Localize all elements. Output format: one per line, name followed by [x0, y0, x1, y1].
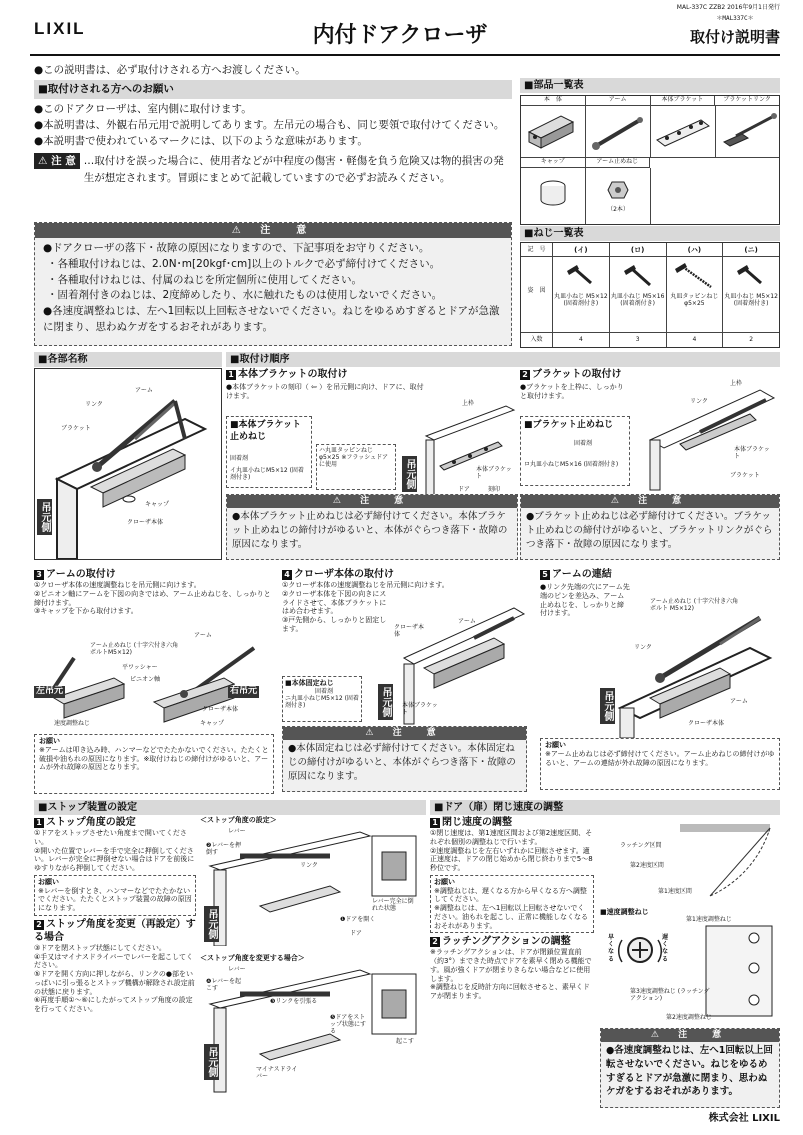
step-2 — [520, 368, 780, 563]
speed-t1 — [430, 816, 594, 829]
speed-heading: ■ドア（扉）閉じ速度の調整 — [430, 800, 780, 815]
stop-p: ⑥再度手順①〜⑥にしたがってストップ角度の設定を行ってください。 — [34, 996, 193, 1013]
s5-label: アーム — [730, 698, 748, 705]
right-hinge-tag: 右吊元 — [230, 686, 258, 696]
s1-label: 本体ブラケット — [476, 466, 512, 481]
zone-label: 第1速度区間 — [658, 888, 692, 895]
s2-caution — [520, 494, 780, 560]
stop-label: 起こす — [396, 1038, 415, 1045]
step-3-title-text: アームの取付け — [46, 569, 116, 580]
step-number: 5 — [540, 570, 550, 580]
screws-shape-label: 姿 図 — [521, 257, 553, 332]
arm-image — [586, 106, 651, 157]
slow-label: 遅くなる — [662, 934, 669, 963]
header-rule — [30, 54, 780, 56]
step-number: 3 — [34, 570, 44, 580]
left-hinge-tag: 左吊元 — [36, 686, 64, 696]
stop-label: ❷レバーを押倒す — [206, 842, 241, 857]
screw-code-value: ニ — [747, 246, 755, 254]
screw-cell — [553, 257, 610, 332]
hinge-side-label: 吊元側 — [378, 684, 393, 720]
names-diagram — [34, 368, 222, 560]
stop-t1-text: ストップ角度の設定 — [46, 817, 136, 828]
step-number: 1 — [226, 370, 236, 380]
request-heading: ■取付けされる方へのお願い — [34, 80, 512, 98]
speed-knob — [608, 922, 672, 982]
stop-t2-text: ストップ角度を変更（再設定）する場合 — [34, 918, 196, 943]
s3-label: アーム止めねじ (十字穴付き六角ボルトM5×12) — [90, 642, 179, 657]
s2-label: 本体ブラケット — [734, 446, 770, 461]
hinge-side-label: 吊元側 — [402, 456, 417, 492]
hinge-side-label: 吊元側 — [204, 1044, 219, 1080]
step-3 — [34, 568, 274, 796]
s5-label: リンク — [634, 644, 652, 651]
screw-code-value: イ — [577, 246, 585, 254]
screws-code-label: 記 号 — [521, 243, 553, 256]
step-4-title — [282, 568, 532, 581]
hinge-side-label: 吊元側 — [204, 906, 219, 942]
closer-body-image — [521, 106, 586, 157]
speed-caution — [600, 1028, 780, 1108]
screw-label: 第1速度調整ねじ — [686, 916, 732, 923]
stop-label: ❶ドアを開く — [340, 916, 376, 923]
caution-tag-label: 注 意 — [51, 155, 76, 168]
intro — [34, 62, 512, 186]
screw-code: (ロ) — [610, 243, 667, 256]
s5-text: ●リンク先端の穴にアーム先端のピンを差込み、アーム止めねじを、しっかりと締付けます。 — [540, 583, 630, 618]
stop-fig1 — [200, 826, 426, 946]
caution-icon: ⚠ — [610, 496, 639, 506]
speed-t2-text: ラッチングアクションの調整 — [442, 936, 571, 948]
stop-label: レバー完全に倒れた状態 — [372, 898, 414, 913]
stop-t1 — [34, 816, 196, 829]
stop-fig1-title: ＜ストップ角度の設定＞ — [200, 816, 277, 824]
doc-type: 取付け説明書 — [689, 28, 780, 46]
label-cap: キャップ — [145, 501, 170, 508]
caution-icon: ⚠ — [332, 496, 361, 506]
step-number: 2 — [430, 937, 440, 947]
s4-text: ②クローザ本体を下図の向きにスライドさせて、本体ブラケットにはめ合わせます。 — [282, 589, 387, 616]
s1-box-title: ■本体ブラケット止めねじ — [230, 420, 302, 442]
step-number: 2 — [520, 370, 530, 380]
intro-bullet: ●このドアクローザは、室内側に取付けます。 — [34, 102, 252, 115]
stop-label: ❹レバーを起こす — [206, 978, 241, 993]
stop-label: マイナスドライバー — [256, 1066, 298, 1081]
stop-heading: ■ストップ装置の設定 — [34, 800, 426, 815]
step-5 — [540, 568, 780, 796]
stop-text — [34, 816, 196, 1014]
screw-code-value: ハ — [690, 246, 698, 254]
caution-icon: ⚠ — [231, 225, 261, 236]
doc-code: MAL-337C ZZB2 2016年9月1日発行 — [676, 4, 780, 11]
s2-caution-title — [521, 495, 779, 508]
parts-col: 本体ブラケット — [651, 96, 716, 105]
s1-box-b: イ丸皿小ねじM5×12 (固着剤付き) — [230, 466, 304, 481]
s3-label: ピニオン軸 — [130, 676, 161, 683]
speed-caution-title — [601, 1029, 779, 1042]
s3-text: ③キャップを下から取付けます。 — [34, 607, 138, 616]
stop-p: ①ドアをストップさせたい角度まで開いてください。 — [34, 829, 187, 846]
parts-col: キャップ — [521, 158, 586, 167]
intro-line: ●この説明書は、必ず取付けされる方へお渡しください。 — [34, 64, 306, 76]
stop-p: ②開いた位置でレバーを手で完全に押倒してください。レバーが完全に押倒せない場合はドアを前後にゆすりながら押倒してください。 — [34, 846, 195, 872]
s4-box-b: ニ丸皿小ねじM5×12 (固着剤付き) — [285, 694, 359, 710]
s2-label: リンク — [690, 398, 708, 405]
speed-t1-text: 閉じ速度の調整 — [442, 817, 512, 828]
s1-caution — [226, 494, 518, 560]
screw-code: (ニ) — [744, 246, 758, 254]
caution-title — [35, 223, 511, 238]
arm-screw-qty: （2本） — [607, 206, 629, 213]
s4-text: ③戸先側から、しっかりと固定します。 — [282, 616, 387, 633]
s5-diagram — [610, 598, 780, 738]
label-link: リンク — [85, 401, 103, 408]
caution-line: ●各速度調整ねじは、左へ1回転以上回転させないでください。ねじをゆるめすぎるとドアが急激に閉まり、思わぬケガをするおそれがあります。 — [43, 305, 500, 333]
speed-text — [430, 816, 594, 1001]
parts-col: ブラケットリンク — [723, 96, 771, 103]
s5-note-head: お願い — [545, 741, 566, 749]
caution-icon: ⚠ — [365, 728, 393, 738]
speed-note-text: ※調整ねじは、遅くなる方から早くなる方へ調整してください。 — [434, 886, 587, 904]
stop-note-text: ※レバーを倒すとき、ハンマーなどでたたかないでください。たたくとストップ装置の故障の原因になります。 — [38, 886, 192, 912]
caution-line: ・固着剤付きのねじは、2度締めしたり、水に触れたものは使用しないでください。 — [47, 289, 443, 302]
s4-box-a: 固着剤 — [315, 687, 334, 695]
step-4-title-text: クローザ本体の取付け — [294, 569, 394, 580]
s4-text: ①クローザ本体の速度調整ねじを吊元側に向けます。 — [282, 581, 449, 589]
s5-note-text: ※アーム止めねじは必ず締付けてください。アーム止めねじの締付けがゆるいと、アームの連結が外れ故障の原因になります。 — [545, 749, 775, 767]
s3-label: 平ワッシャー — [122, 664, 158, 671]
speed-note-text: ※調整ねじは、左へ1回転以上回転させないでください。油もれを起こし、正常に機能しなくなるおそれがあります。 — [434, 904, 588, 930]
s4-label: 本体ブラケット — [402, 702, 438, 717]
s4-label: クローザ本体 — [394, 624, 425, 639]
screws-qty-label: 入数 — [521, 333, 553, 347]
screw-qty: 4 — [667, 333, 724, 347]
s5-label: アーム止めねじ (十字穴付き六角ボルト M5×12) — [650, 598, 739, 613]
step-1-text: ●本体ブラケットの刻印（ ⇦ ）を吊元側に向け、ドアに、取付けます。 — [226, 383, 424, 400]
stop-label: ❸リンクを引張る — [270, 998, 318, 1005]
parts-heading: ■部品一覧表 — [520, 78, 780, 93]
step-4 — [282, 568, 532, 796]
stop-note-head: お願い — [38, 877, 59, 886]
s1-box-a: 固着剤 — [230, 455, 249, 463]
step-1-title — [226, 368, 518, 381]
s2-screw-box — [520, 416, 630, 486]
zone-label: 第2速度区間 — [630, 862, 664, 869]
screw-icon — [723, 257, 775, 293]
arm-screw-image — [586, 168, 651, 224]
s3-label: 速度調整ねじ — [54, 720, 91, 727]
s3-label: アーム — [194, 632, 212, 639]
s4-caution-title-label: 注 意 — [392, 728, 444, 738]
speed-p: ②速度調整ねじを左右いずれかに回転させます。適正速度は、ドアの閉じ始めから閉じ終わりまで5〜8秒位です。 — [430, 846, 593, 872]
screw-label: 第2速度調整ねじ — [666, 1014, 712, 1021]
s2-box-title: ■ブラケット止めねじ — [524, 420, 614, 430]
footer-company: 株式会社 LIXIL — [708, 1113, 780, 1124]
speed-note-head: お願い — [434, 877, 455, 886]
screw-label: 第3速度調整ねじ (ラッチングアクション) — [630, 988, 710, 1003]
label-bracket: ブラケット — [61, 425, 91, 432]
intro-bullet: ●本説明書は、外観右吊元用で説明してあります。左吊元の場合も、同じ要領で取付けてください。 — [34, 118, 505, 131]
stop-t2 — [34, 918, 196, 944]
parts-table — [520, 95, 780, 225]
s3-note — [34, 734, 274, 794]
body-bracket-image — [651, 106, 716, 157]
s1-caution-title-label: 注 意 — [360, 496, 412, 506]
speed-t2 — [430, 935, 594, 948]
caution-title-label: 注 意 — [260, 225, 315, 236]
screw-cell — [667, 257, 724, 332]
parts-col: 本 体 — [521, 96, 586, 105]
step-number: 1 — [34, 818, 44, 828]
bracket-link-image — [716, 106, 780, 157]
speed-p: ※調整ねじを反時計方向に回転させると、素早くドアが閉まります。 — [430, 983, 590, 1000]
knob-heading: ■速度調整ねじ — [600, 908, 649, 916]
caution-desc: …取付けを誤った場合に、使用者などが中程度の傷害・軽傷を負う危険又は物的損害の発生が想定されます。冒頭にまとめて記載していますので必ずお読みください。 — [83, 155, 504, 184]
parts-col: アーム — [586, 96, 651, 105]
screws-table — [520, 242, 780, 348]
screw-name: 丸皿小ねじ M5×12 (固着剤付き) — [554, 293, 608, 308]
screw-code: (イ) — [553, 243, 610, 256]
screw-code: (ハ) — [667, 243, 724, 256]
stop-label: リンク — [300, 862, 318, 869]
s4-caution-title — [283, 727, 526, 740]
s1-box-c: ハ丸皿タッピンねじ φ5×25 ※フラッシュドアに使用 — [319, 447, 388, 469]
caution-line: ・各種取付けねじは、2.0N･m[20kgf･cm]以上のトルクで必ず締付けてください。 — [47, 257, 441, 270]
s4-caution-text: ●本体固定ねじは必ず締付けてください。本体固定ねじの締付けがゆるいと、本体がぐらつき落下・故障の原因になります。 — [288, 743, 516, 782]
hinge-side-label: 吊元側 — [37, 499, 52, 535]
s3-label: クローザ本体 — [202, 706, 239, 713]
s1-label: 刻印 — [488, 486, 501, 493]
stop-label: レバー — [228, 966, 246, 973]
doc-type-sub: ＊MAL337C＊ — [716, 15, 754, 22]
s3-text: ①クローザ本体の速度調整ねじを吊元側に向けます。 — [34, 581, 201, 589]
speed-caution-text: ●各速度調整ねじは、左へ1回転以上回転させないでください。ねじをゆるめすぎるとドアが急激に閉まり、思わぬケガをするおそれがあります。 — [606, 1045, 773, 1098]
screw-name: 丸皿小ねじ M5×12 (固着剤付き) — [724, 293, 778, 308]
s4-screw-box — [282, 676, 362, 722]
screw-icon — [553, 257, 605, 293]
screw-qty: 2 — [749, 336, 754, 343]
zone-label: ラッチング区間 — [620, 842, 662, 849]
speed-zone-diagram — [600, 816, 780, 912]
tapping-screw-icon — [667, 257, 719, 293]
screws-heading: ■ねじ一覧表 — [520, 226, 780, 241]
step-1 — [226, 368, 518, 563]
screw-qty: 3 — [610, 333, 667, 347]
speed-p: ※ラッチングアクションは、ドアが閉鎖位置直前（約3°）まできた時点でドアを素早く閉める機能です。風が強くドアが閉まりきらない場合などに使用します。 — [430, 948, 592, 983]
logo: LIXIL — [34, 19, 86, 38]
stop-fig2-title: ＜ストップ角度を変更する場合＞ — [200, 954, 305, 962]
step-number: 4 — [282, 570, 292, 580]
parts-col: アーム止めねじ — [586, 158, 651, 167]
s2-label: 上枠 — [730, 380, 743, 387]
step-5-title — [540, 568, 780, 581]
speed-p: ①閉じ速度は、第1速度区間および第2速度区間、それぞれ個別の調整ねじで行います。 — [430, 829, 593, 846]
screw-cell — [610, 257, 667, 332]
s5-label: クローザ本体 — [688, 720, 725, 727]
fast-label: 早くなる — [608, 934, 615, 963]
step-2-title-text: ブラケットの取付け — [532, 369, 622, 380]
stop-label: ドア — [350, 930, 362, 937]
hinge-side-label: 吊元側 — [600, 688, 615, 724]
stop-fig2 — [200, 964, 426, 1094]
screw-qty: 4 — [553, 333, 610, 347]
s2-caution-title-label: 注 意 — [638, 496, 690, 506]
s5-note — [540, 738, 780, 790]
caution-tag: ⚠ 注 意 — [34, 153, 80, 169]
s3-label: キャップ — [200, 720, 225, 727]
screw-code-value: ロ — [634, 246, 642, 254]
s1-label: ドア — [458, 486, 470, 493]
screw-cell — [723, 257, 779, 332]
stop-note — [34, 875, 196, 916]
screw-icon — [610, 257, 662, 293]
s1-label: 上枠 — [462, 400, 475, 407]
screw-name: 丸皿タッピンねじ φ5×25 — [670, 293, 719, 308]
caution-line: ・各種取付けねじは、付属のねじを所定個所に使用してください。 — [47, 273, 362, 286]
page-title: 内付ドアクローザ — [312, 23, 488, 48]
caution-icon: ⚠ — [650, 1030, 679, 1040]
step-2-text: ●ブラケットを上枠に、しっかりと取付けます。 — [520, 383, 624, 400]
cap-image — [521, 168, 586, 224]
stop-p: ④手又はマイナスドライバーでレバーを起こしてください。 — [34, 952, 194, 970]
step-number: 2 — [34, 920, 44, 930]
intro-bullet: ●本説明書で使われているマークには、以下のような意味があります。 — [34, 135, 368, 148]
s4-label: アーム — [458, 618, 476, 625]
s3-note-text: ※アームは叩き込み時、ハンマーなどでたたかないでください。たたくと破損や油もれの原因になります。※取付けねじの締付けがゆるいと、アームが外れ故障の原因となります。 — [39, 745, 269, 772]
s2-box-b: ロ丸皿小ねじM5×16 (固着剤付き) — [524, 460, 619, 468]
caution-box — [34, 222, 512, 346]
s2-label: ブラケット — [730, 472, 760, 479]
label-body: クローザ本体 — [127, 519, 164, 526]
steps-heading: ■取付け順序 — [226, 352, 780, 367]
screw-name: 丸皿小ねじ M5×16 (固着剤付き) — [610, 293, 665, 308]
names-heading: ■各部名称 — [34, 352, 222, 367]
s1-tapping-box — [316, 444, 396, 490]
s2-box-a: 固着剤 — [574, 439, 593, 447]
stop-label: レバー — [228, 828, 246, 835]
s1-screw-box — [226, 416, 312, 488]
s3-note-head: お願い — [39, 737, 60, 745]
s4-caution — [282, 726, 527, 792]
stop-label: ❺ドアをストップ状態にする — [330, 1014, 367, 1036]
label-arm: アーム — [135, 387, 153, 394]
s4-box-title: ■本体固定ねじ — [285, 679, 334, 687]
step-1-title-text: 本体ブラケットの取付け — [238, 369, 348, 380]
step-5-title-text: アームの連結 — [552, 569, 612, 580]
stop-p: ⑤ドアを開く方向に押しながら、リンクの●部をいっぱいに引っ張るとストップ機構が解除され設定前の状態に戻ります。 — [34, 970, 195, 996]
stop-p: ③ドアを閉ストップ状態にしてください。 — [34, 943, 166, 952]
step-number: 1 — [430, 818, 440, 828]
speed-note — [430, 875, 594, 934]
speed-caution-title-label: 注 意 — [678, 1030, 730, 1040]
s2-caution-text: ●ブラケット止めねじは必ず締付けてください。ブラケット止めねじの締付けがゆるいと、ブラケットリンクがぐらつき落下・故障の原因になります。 — [526, 511, 773, 550]
s1-caution-title — [227, 495, 517, 508]
s3-text: ②ピニオン軸にアームを下図の向きではめ、アーム止めねじを、しっかりと締付けます。 — [34, 589, 271, 607]
s1-caution-text: ●本体ブラケット止めねじは必ず締付けてください。本体ブラケット止めねじの締付けがゆるいと、本体がぐらつき落下・故障の原因になります。 — [232, 511, 508, 550]
step-3-title — [34, 568, 274, 581]
caution-line: ●ドアクローザの落下・故障の原因になりますので、下記事項をお守りください。 — [43, 242, 430, 254]
